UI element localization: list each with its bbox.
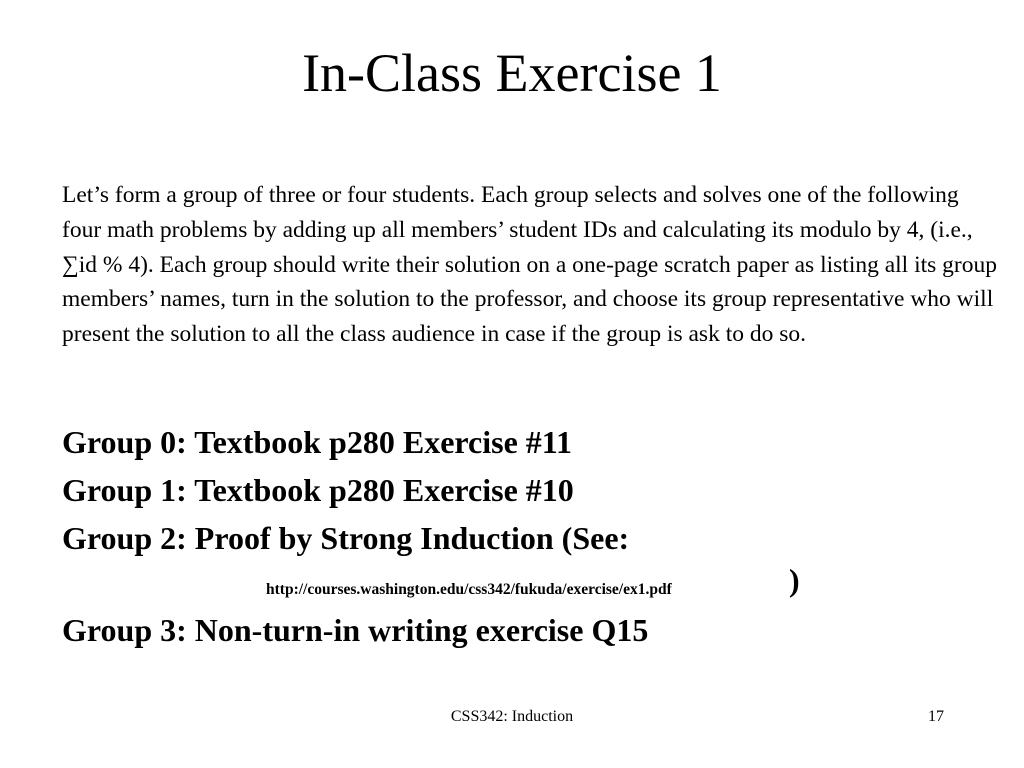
closing-parenthesis: ) [789, 562, 800, 598]
group-0-assignment: Group 0: Textbook p280 Exercise #11 [62, 424, 572, 460]
group-assignment-list [62, 418, 1002, 654]
slide-title: In-Class Exercise 1 [302, 43, 722, 103]
exercise-url-link[interactable]: http://courses.washington.edu/css342/fukuda/exercise/ex1.pdf [266, 581, 672, 598]
group-2-assignment: Group 2: Proof by Strong Induction (See: [62, 520, 630, 556]
group-2-url-line [62, 562, 1002, 606]
group-1-assignment: Group 1: Textbook p280 Exercise #10 [62, 472, 574, 508]
footer-page-number: 17 [928, 708, 944, 725]
instructions-paragraph: Let’s form a group of three or four students. Each group selects and solves one of the following four math problems by adding up all members’ student IDs and calculating its modulo by 4, (i.e., ∑id % 4). Each group should write their solution on a one-page scratch paper as listing all its group members’ names, turn in the solution to the professor, and choose its group representative who will present the solution to all the class audience in case if the group is ask to do so. [62, 182, 997, 348]
group-3-assignment: Group 3: Non-turn-in writing exercise Q15 [62, 612, 649, 648]
footer-course-label: CSS342: Induction [450, 708, 574, 725]
